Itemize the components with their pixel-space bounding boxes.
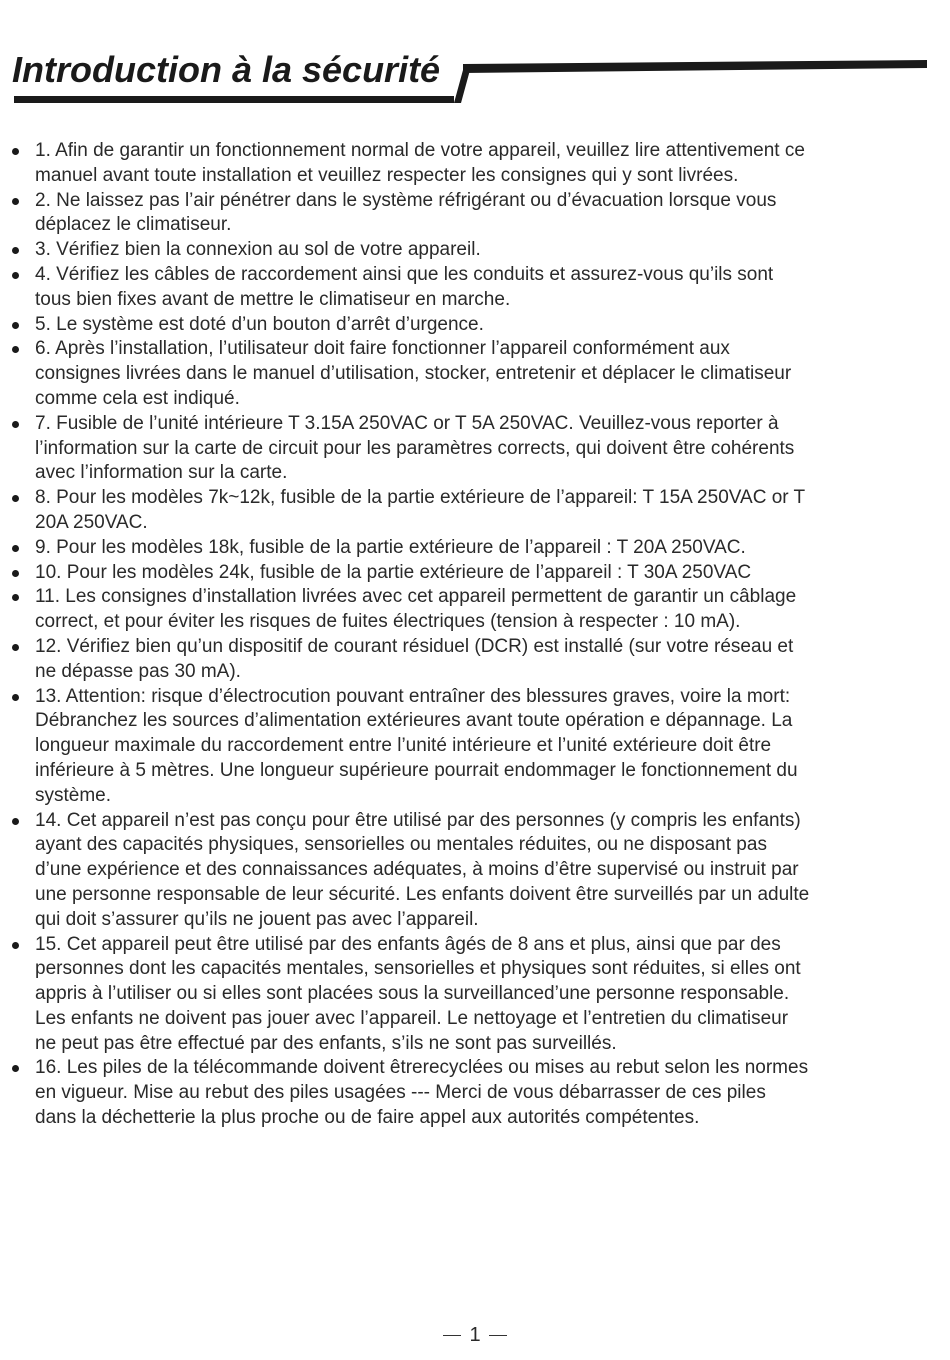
list-item-text: 13. Attention: risque d’électrocution pouvant entraîner des blessures graves, voire la mort: Débranchez les sources d’alimentation extérieures avant toute opération e dépannage. La longueur maximale du raccordement entre l’unité intérieure et l’unité extérieure doit être inférieure à 5 mètres. Une longueur supérieure pourrait endommager le fonctionnement du système. (35, 685, 798, 806)
bullet-icon (12, 421, 19, 428)
list-item (0, 139, 950, 189)
list-item (0, 1056, 950, 1130)
list-item (0, 561, 950, 586)
list-item-text: 9. Pour les modèles 18k, fusible de la partie extérieure de l’appareil : T 20A 250VAC. (35, 536, 746, 558)
list-item-text: 3. Vérifiez bien la connexion au sol de votre appareil. (35, 239, 481, 261)
bullet-icon (12, 247, 19, 254)
list-item (0, 809, 950, 933)
bullet-icon (12, 148, 19, 155)
safety-instructions-list (0, 139, 950, 1131)
footer-dash-left (443, 1335, 461, 1336)
list-item-text: 10. Pour les modèles 24k, fusible de la partie extérieure de l’appareil : T 30A 250VAC (35, 561, 752, 583)
list-item-text: 7. Fusible de l’unité intérieure T 3.15A 250VAC or T 5A 250VAC. Veuillez-vous reporter à l’information sur la carte de circuit pour les paramètres corrects, qui doivent être cohérents avec l’information sur la carte. (35, 412, 795, 484)
list-item (0, 337, 950, 411)
list-item-text: 2. Ne laissez pas l’air pénétrer dans le système réfrigérant ou d’évacuation lorsque vous déplacez le climatiseur. (35, 189, 777, 236)
list-item (0, 585, 950, 635)
bullet-icon (12, 694, 19, 701)
list-item-text: 14. Cet appareil n’est pas conçu pour être utilisé par des personnes (y compris les enfants) ayant des capacités physiques, sensorielles ou mentales réduites, ou ne disposant pas d’une expérience et des connaissances adéquates, à moins d’être supervisé ou instruit par une personne responsable de leur sécurité. Les enfants doivent être surveillés par un adulte qui doit s’assurer qu’ils ne jouent pas avec l’appareil. (35, 809, 810, 930)
list-item (0, 536, 950, 561)
list-item (0, 263, 950, 313)
list-item (0, 238, 950, 263)
footer-dash-right (489, 1335, 507, 1336)
bullet-icon (12, 644, 19, 651)
list-item (0, 933, 950, 1057)
bullet-icon (12, 322, 19, 329)
list-item-text: 16. Les piles de la télécommande doivent êtrerecyclées ou mises au rebut selon les normes en vigueur. Mise au rebut des piles usagées --- Merci de vous débarrasser de ces piles dans la déchetterie la plus proche ou de faire appel aux autorités compétentes. (35, 1057, 809, 1129)
page-number: 1 (469, 1324, 481, 1346)
list-item (0, 412, 950, 486)
list-item-text: 15. Cet appareil peut être utilisé par des enfants âgés de 8 ans et plus, ainsi que par des personnes dont les capacités mentales, sensorielles et physiques sont réduites, si elles ont appris à l’utiliser ou si elles sont placées sous la surveillanced’une personne responsable. Les enfants ne doivent pas jouer avec l’appareil. Le nettoyage et l’entretien du climatiseur ne peut pas être effectué par des enfants, s’ils ne sont pas surveillés. (35, 933, 801, 1054)
bullet-icon (12, 198, 19, 205)
list-item-text: 1. Afin de garantir un fonctionnement normal de votre appareil, veuillez lire attentivement ce manuel avant toute installation et veuillez respecter les consignes qui y sont livrées. (35, 140, 805, 186)
bullet-icon (12, 942, 19, 949)
list-item (0, 189, 950, 239)
list-item-text: 4. Vérifiez les câbles de raccordement ainsi que les conduits et assurez-vous qu’ils sont tous bien fixes avant de mettre le climatiseur en marche. (35, 263, 774, 310)
bullet-icon (12, 272, 19, 279)
bullet-icon (12, 594, 19, 601)
page-footer (0, 1322, 950, 1348)
list-item-text: 5. Le système est doté d’un bouton d’arrêt d’urgence. (35, 313, 484, 335)
bullet-icon (12, 1065, 19, 1072)
list-item-text: 12. Vérifiez bien qu’un dispositif de courant résiduel (DCR) est installé (sur votre réseau et ne dépasse pas 30 mA). (35, 635, 794, 682)
list-item (0, 313, 950, 338)
list-item-text: 11. Les consignes d’installation livrées avec cet appareil permettent de garantir un câblage correct, et pour éviter les risques de fuites électriques (tension à respecter : 10 mA). (35, 586, 797, 633)
page-header (0, 0, 950, 110)
bullet-icon (12, 818, 19, 825)
list-item (0, 486, 950, 536)
bullet-icon (12, 495, 19, 502)
bullet-icon (12, 570, 19, 577)
bullet-icon (12, 346, 19, 353)
list-item-text: 8. Pour les modèles 7k~12k, fusible de la partie extérieure de l’appareil: T 15A 250VAC or T 20A 250VAC. (35, 487, 806, 533)
list-item (0, 685, 950, 809)
list-item (0, 635, 950, 685)
page-title: Introduction à la sécurité (12, 49, 441, 90)
list-item-text: 6. Après l’installation, l’utilisateur doit faire fonctionner l’appareil conformément aux consignes livrées dans le manuel d’utilisation, stocker, entretenir et déplacer le climatiseur comme cela est indiqué. (35, 338, 792, 409)
bullet-icon (12, 545, 19, 552)
